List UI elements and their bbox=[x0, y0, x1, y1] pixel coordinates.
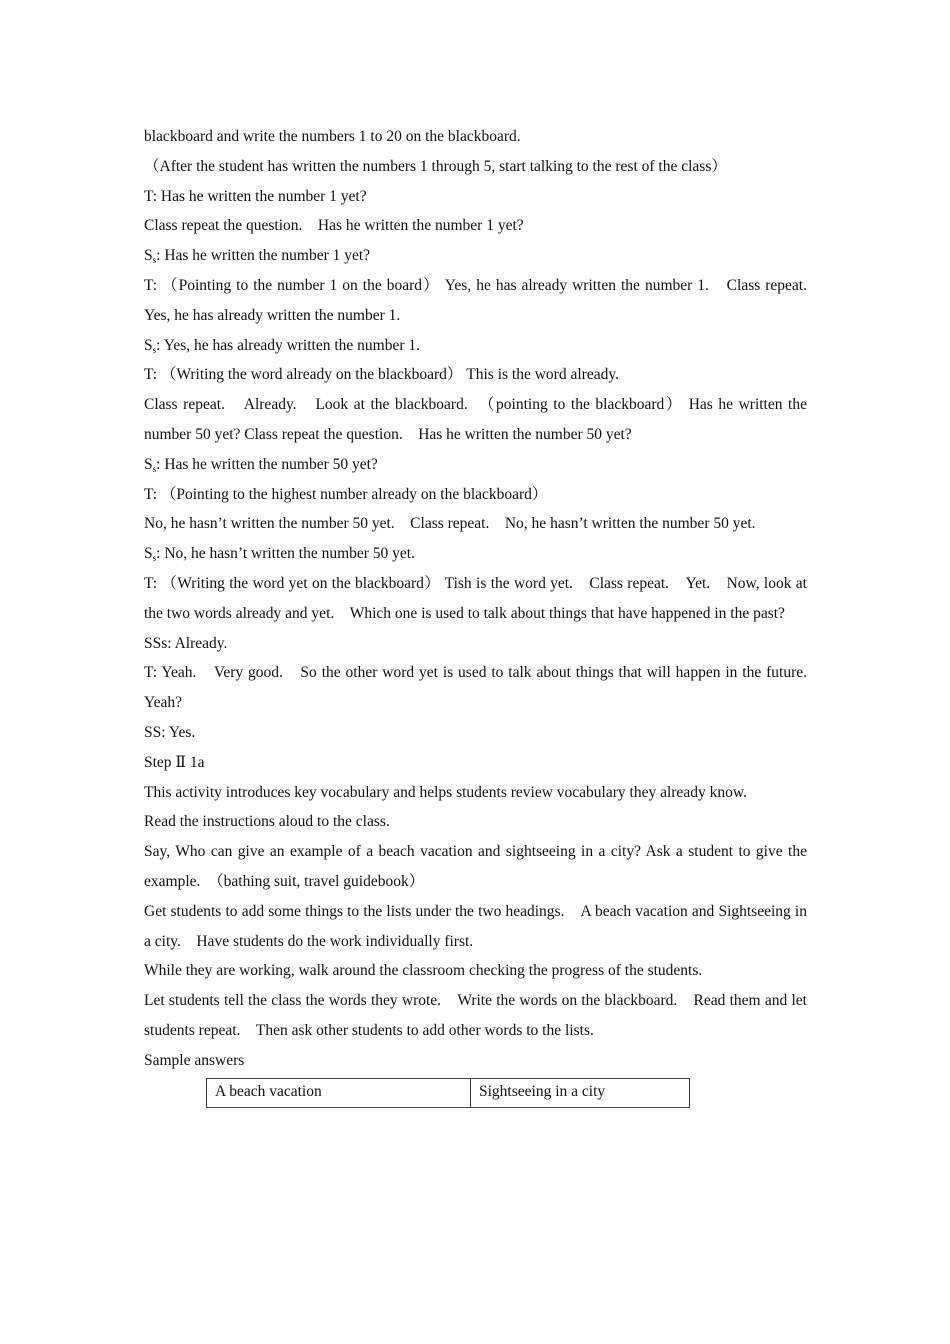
utterance: : Has he written the number 1 yet? bbox=[156, 247, 371, 265]
paragraph bbox=[144, 539, 807, 569]
paragraph: No, he hasn’t written the number 50 yet. Class repeat. No, he hasn’t written the number 50 yet. bbox=[144, 515, 756, 533]
speaker-subscript: s bbox=[152, 553, 157, 564]
speaker: S bbox=[144, 336, 153, 354]
paragraph bbox=[144, 241, 807, 271]
speaker-subscript: s bbox=[152, 463, 157, 474]
sample-answers-table bbox=[206, 1078, 690, 1108]
utterance: : Has he written the number 50 yet? bbox=[156, 455, 378, 473]
paragraph bbox=[144, 331, 807, 361]
paragraph: T: （Writing the word already on the blackboard） This is the word already. bbox=[144, 366, 619, 384]
paragraph: Say, Who can give an example of a beach vacation and sightseeing in a city? Ask a student to give the example. （bathing suit, travel guidebook） bbox=[144, 843, 807, 890]
paragraph: SSs: Already. bbox=[144, 634, 228, 652]
paragraph: Get students to add some things to the lists under the two headings. A beach vacation and Sightseeing in a city. Have students do the work individually first. bbox=[144, 902, 807, 950]
step-heading: Step Ⅱ 1a bbox=[144, 753, 205, 771]
paragraph: blackboard and write the numbers 1 to 20 on the blackboard. bbox=[144, 128, 521, 145]
paragraph: Let students tell the class the words they wrote. Write the words on the blackboard. Read them and let students repeat. Then ask other students to add other words to the lists. bbox=[144, 992, 807, 1039]
paragraph: （After the student has written the numbers 1 through 5, start talking to the rest of the class） bbox=[144, 157, 727, 175]
paragraph: T: （Pointing to the number 1 on the board） Yes, he has already written the number 1. Class repeat. Yes, he has already written the number 1. bbox=[144, 276, 823, 324]
table-header-cell: A beach vacation bbox=[207, 1078, 471, 1107]
table-header-cell: Sightseeing in a city bbox=[471, 1078, 690, 1107]
speaker: S bbox=[144, 247, 153, 265]
paragraph: T: Yeah. Very good. So the other word yet is used to talk about things that will happen in the future. Yeah? bbox=[144, 664, 823, 712]
paragraph: Sample answers bbox=[144, 1051, 245, 1069]
paragraph: Class repeat the question. Has he written the number 1 yet? bbox=[144, 217, 524, 235]
paragraph: While they are working, walk around the classroom checking the progress of the students. bbox=[144, 962, 703, 980]
paragraph: Read the instructions aloud to the class. bbox=[144, 813, 390, 831]
utterance: : Yes, he has already written the number 1. bbox=[156, 336, 421, 354]
speaker-subscript: s bbox=[152, 344, 157, 355]
utterance: : No, he hasn’t written the number 50 yet. bbox=[156, 545, 415, 563]
paragraph: Class repeat. Already. Look at the blackboard. （pointing to the blackboard） Has he written the number 50 yet? Class repeat the question. Has he written the number 50 yet? bbox=[144, 396, 807, 443]
paragraph: SS: Yes. bbox=[144, 723, 196, 741]
speaker-subscript: s bbox=[152, 255, 157, 266]
paragraph: T: （Pointing to the highest number already on the blackboard） bbox=[144, 485, 548, 503]
paragraph bbox=[144, 450, 807, 480]
paragraph: T: Has he written the number 1 yet? bbox=[144, 187, 367, 205]
document-body bbox=[144, 122, 823, 1108]
speaker: S bbox=[144, 545, 153, 563]
speaker: S bbox=[144, 455, 153, 473]
paragraph: This activity introduces key vocabulary and helps students review vocabulary they already know. bbox=[144, 783, 747, 801]
paragraph: T: （Writing the word yet on the blackboard） Tish is the word yet. Class repeat. Yet. Now, look at the two words already and yet. Which one is used to talk about things that have happened in the past? bbox=[144, 574, 807, 622]
table-row bbox=[207, 1078, 690, 1107]
